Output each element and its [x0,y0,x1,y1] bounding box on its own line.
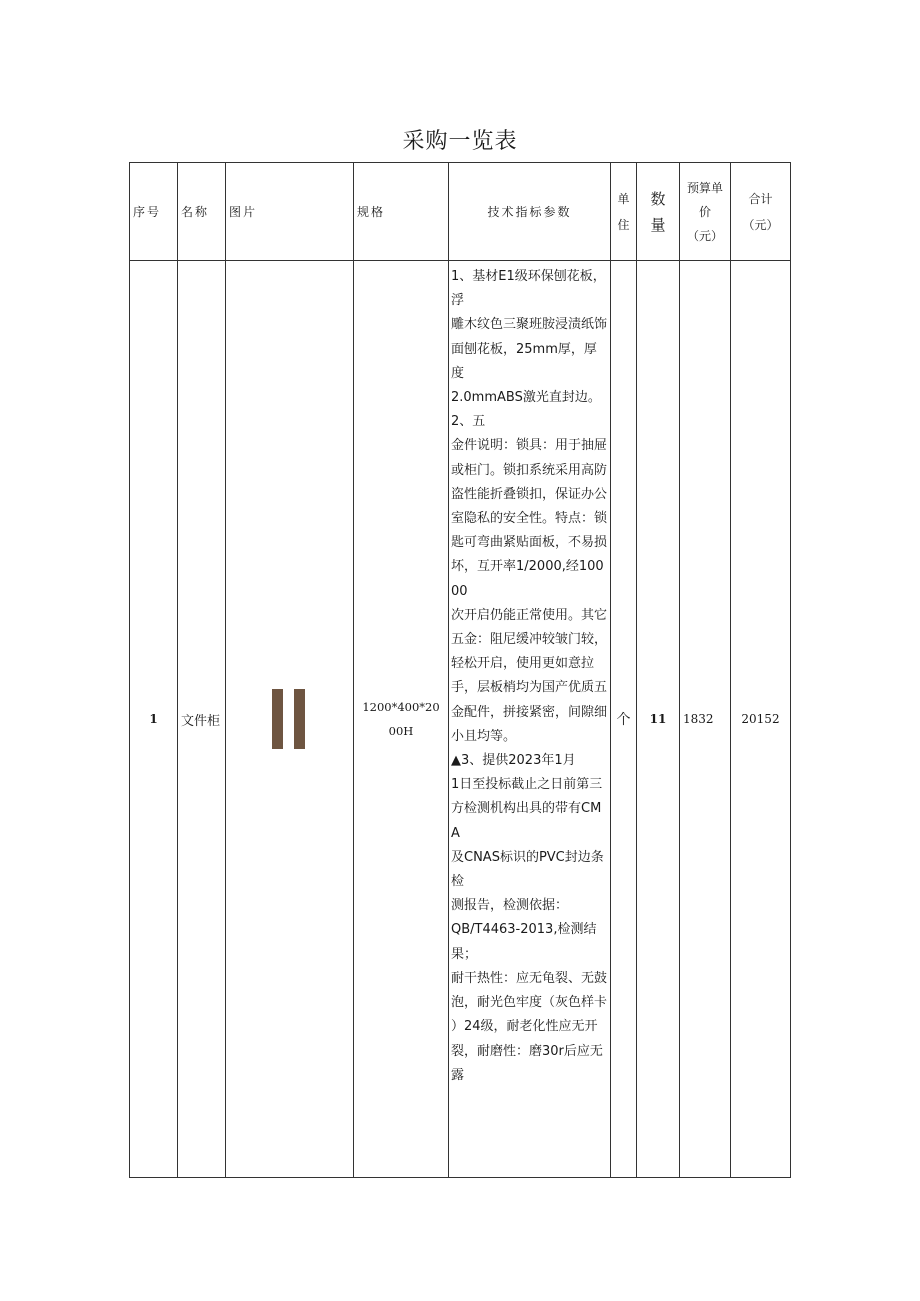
row-total: 20152 [731,261,791,1178]
page-title: 采购一览表 [402,129,518,154]
row-name: 文件柜 [178,261,226,1178]
header-unit-price-line: （元） [686,228,723,243]
header-unit-price-line: 价 [698,204,711,219]
row-index: 1 [130,261,178,1178]
header-total-line: 合计 [748,191,773,206]
table-header-row [130,163,791,261]
row-tech-text: 1、基材E1级环保刨花板，浮 雕木纹色三聚班胺浸渍纸饰 面刨花板，25mm厚，厚度 2.0mmABS激光直封边。2、五 金件说明：锁具：用于抽屉 或柜门。锁扣系统采用高防 盗性能折叠锁扣，保证办公 室隐私的安全性。特点：锁 匙可弯曲紧贴面板，不易损 坏，互开率1/2000,经10000 次开启仍能正常使用。其它 五金：阻尼缓冲较皱门较， 轻松开启，使用更如意拉 手，层板梢均为国产优质五 金配件，拼接紧密，间隙细 小且均等。 ▲3、提供2023年1月 1日至投标截止之日前第三 方检测机构出具的带有CMA 及CNAS标识的PVC封边条检 测报告，检测依据： QB/T4463-2013,检测结果； 耐干热性：应无龟裂、无鼓 泡，耐光色牢度（灰色样卡 ）24级，耐老化性应无开 裂，耐磨性：磨30r后应无 露 [451,269,608,1083]
row-spec [354,261,449,1178]
header-index: 序号 [130,163,178,261]
header-unit-price [680,163,731,261]
row-qty: 11 [637,261,680,1178]
row-unit-price: 1832 [680,261,731,1178]
header-image: 图片 [226,163,354,261]
header-qty [637,163,680,261]
header-unit-line: 住 [617,217,630,232]
row-tech [449,261,611,1178]
header-unit [611,163,637,261]
header-unit-line: 单 [617,191,630,206]
row-spec-line: 1200*400*20 [362,700,440,714]
cabinet-door-left [272,689,283,749]
header-spec: 规格 [354,163,449,261]
row-spec-line: 00H [388,724,414,738]
header-total-line: （元） [742,217,779,232]
procurement-table [129,162,791,1178]
row-image [226,261,354,1178]
header-qty-line: 量 [650,215,666,234]
header-name: 名称 [178,163,226,261]
cabinet-door-right [294,689,305,749]
header-tech: 技术指标参数 [449,163,611,261]
file-cabinet-image [270,689,310,749]
header-unit-price-line: 预算单 [686,180,723,195]
header-total [731,163,791,261]
table-row [130,261,791,1178]
row-unit: 个 [611,261,637,1178]
header-qty-line: 数 [650,189,666,208]
